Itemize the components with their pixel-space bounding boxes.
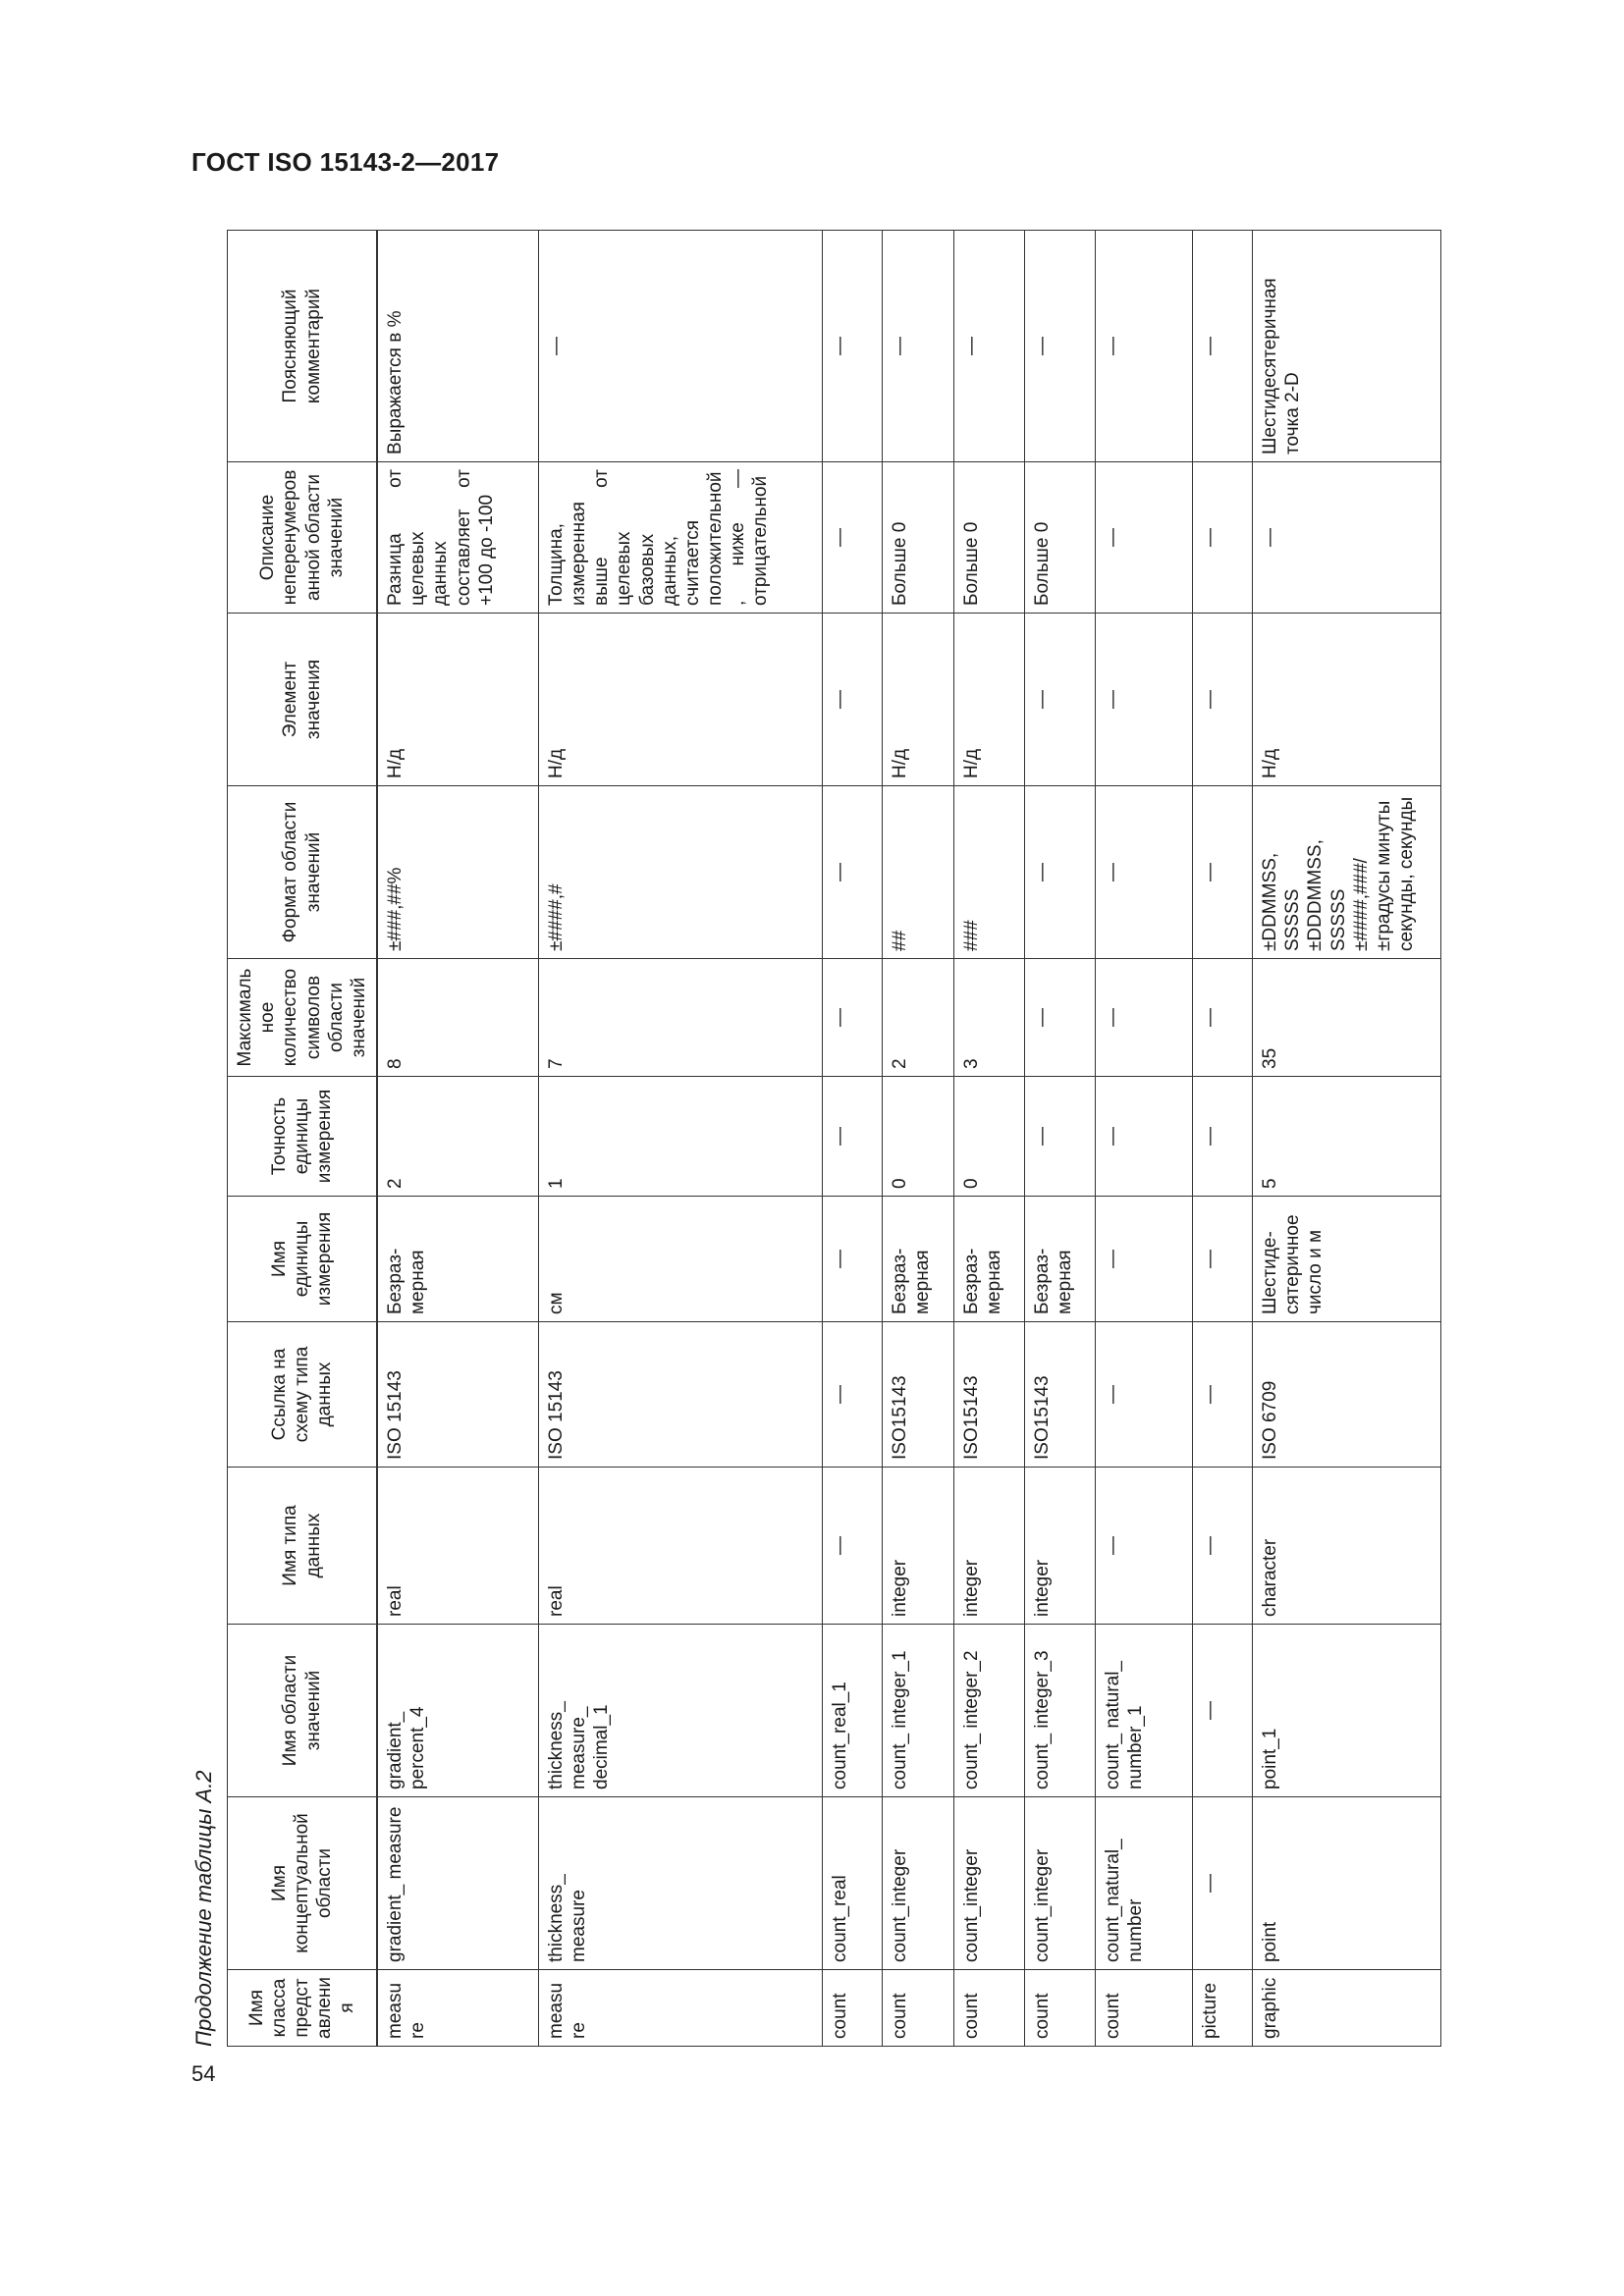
table-row bbox=[953, 231, 1024, 2047]
table-cell: 7 bbox=[538, 959, 822, 1077]
table-cell: count bbox=[1096, 1970, 1193, 2047]
table-cell: count_ natural_ number_1 bbox=[1096, 1625, 1193, 1797]
table-cell: Н/д bbox=[883, 614, 953, 786]
header-cell: Точность единицы измерения bbox=[228, 1077, 378, 1197]
table-cell: Разница от целевых данных составляет от +100 до -100 bbox=[377, 462, 538, 614]
table-cell: Выражается в % bbox=[377, 231, 538, 462]
table-cell: integer bbox=[953, 1468, 1024, 1625]
table-cell: Н/д bbox=[377, 614, 538, 786]
table-cell: — bbox=[1096, 786, 1193, 959]
table-cell: count_ integer_2 bbox=[953, 1625, 1024, 1797]
table-cell: integer bbox=[883, 1468, 953, 1625]
table-row bbox=[1192, 231, 1252, 2047]
table-cell: ±DDMMSS, SSSSS ±DDDMMSS, SSSSS ±####,###/ ±градусы минуты секунды, секунды bbox=[1253, 786, 1441, 959]
table-cell: Толщина, измеренная выше от целевых базовых данных, считается положительной, ниже — отрицательной bbox=[538, 462, 822, 614]
table-cell: count_ integer_1 bbox=[883, 1625, 953, 1797]
table-cell: count_integer bbox=[953, 1797, 1024, 1970]
table-cell: Безраз-мерная bbox=[953, 1197, 1024, 1322]
table-cell: — bbox=[883, 231, 953, 462]
table-cell: — bbox=[1024, 614, 1095, 786]
table-cell: — bbox=[1192, 1322, 1252, 1468]
table-cell: 8 bbox=[377, 959, 538, 1077]
table-cell: — bbox=[822, 786, 882, 959]
table-cell: — bbox=[1253, 462, 1441, 614]
table-cell: count_ integer_3 bbox=[1024, 1625, 1095, 1797]
table-cell: — bbox=[822, 1322, 882, 1468]
table-cell: — bbox=[822, 614, 882, 786]
table-cell: — bbox=[822, 1468, 882, 1625]
table-cell: ±####,# bbox=[538, 786, 822, 959]
table-cell: — bbox=[1096, 1322, 1193, 1468]
header-cell: Элемент значения bbox=[228, 614, 378, 786]
table-row bbox=[377, 231, 538, 2047]
table-cell: — bbox=[822, 959, 882, 1077]
table-cell: — bbox=[822, 1077, 882, 1197]
table-cell: count bbox=[953, 1970, 1024, 2047]
table-row bbox=[538, 231, 822, 2047]
table-cell: count bbox=[883, 1970, 953, 2047]
table-cell: Безраз-мерная bbox=[1024, 1197, 1095, 1322]
table-cell: Н/д bbox=[1253, 614, 1441, 786]
table-cell: — bbox=[538, 231, 822, 462]
table-cell: integer bbox=[1024, 1468, 1095, 1625]
table-cell: — bbox=[1096, 1197, 1193, 1322]
table-cell: — bbox=[1096, 1468, 1193, 1625]
table-cell: count_real_1 bbox=[822, 1625, 882, 1797]
table-cell: см bbox=[538, 1197, 822, 1322]
document-header: ГОСТ ISO 15143-2—2017 bbox=[191, 147, 500, 177]
data-table bbox=[227, 230, 1441, 2047]
table-cell: count bbox=[1024, 1970, 1095, 2047]
table-cell: — bbox=[1192, 1197, 1252, 1322]
table-cell: point bbox=[1253, 1797, 1441, 1970]
table-cell: 3 bbox=[953, 959, 1024, 1077]
header-cell: Имя области значений bbox=[228, 1625, 378, 1797]
header-cell: Максимальное количество символов области значений bbox=[228, 959, 378, 1077]
table-row bbox=[1096, 231, 1193, 2047]
table-cell: Безраз-мерная bbox=[883, 1197, 953, 1322]
table-body bbox=[377, 231, 1440, 2047]
header-cell: Имя типа данных bbox=[228, 1468, 378, 1625]
table-cell: gradient_ percent_4 bbox=[377, 1625, 538, 1797]
table-cell: Больше 0 bbox=[1024, 462, 1095, 614]
table-cell: 0 bbox=[883, 1077, 953, 1197]
table-cell: Шестидесятеричная точка 2-D bbox=[1253, 231, 1441, 462]
table-cell: measure bbox=[377, 1970, 538, 2047]
header-cell: Описание неперенумерованной области значений bbox=[228, 462, 378, 614]
table-cell: ### bbox=[953, 786, 1024, 959]
table-cell: — bbox=[1192, 462, 1252, 614]
table-row bbox=[1024, 231, 1095, 2047]
table-cell: — bbox=[1192, 1625, 1252, 1797]
table-cell: count_integer bbox=[1024, 1797, 1095, 1970]
table-cell: ISO 15143 bbox=[538, 1322, 822, 1468]
header-cell: Поясняющий комментарий bbox=[228, 231, 378, 462]
table-cell: measure bbox=[538, 1970, 822, 2047]
table-cell: — bbox=[1192, 614, 1252, 786]
table-cell: ISO 6709 bbox=[1253, 1322, 1441, 1468]
table-cell: graphic bbox=[1253, 1970, 1441, 2047]
table-cell: thickness_ measure bbox=[538, 1797, 822, 1970]
table-row bbox=[822, 231, 882, 2047]
table-cell: — bbox=[1096, 462, 1193, 614]
table-cell: character bbox=[1253, 1468, 1441, 1625]
table-cell: Больше 0 bbox=[883, 462, 953, 614]
table-cell: count_integer bbox=[883, 1797, 953, 1970]
table-cell: — bbox=[822, 231, 882, 462]
table-cell: — bbox=[953, 231, 1024, 462]
table-cell: real bbox=[377, 1468, 538, 1625]
header-cell: Имя концептуальной области bbox=[228, 1797, 378, 1970]
header-cell: Имя класса представления bbox=[228, 1970, 378, 2047]
header-cell: Формат области значений bbox=[228, 786, 378, 959]
table-caption: Продолжение таблицы А.2 bbox=[191, 1770, 216, 2047]
table-cell: picture bbox=[1192, 1970, 1252, 2047]
table-cell: count bbox=[822, 1970, 882, 2047]
table-cell: gradient_ measure bbox=[377, 1797, 538, 1970]
table-cell: ±###,##% bbox=[377, 786, 538, 959]
table-cell: 0 bbox=[953, 1077, 1024, 1197]
table-cell: — bbox=[1192, 1797, 1252, 1970]
header-cell: Имя единицы измерения bbox=[228, 1197, 378, 1322]
table-cell: 2 bbox=[377, 1077, 538, 1197]
table-cell: — bbox=[1024, 959, 1095, 1077]
table-cell: — bbox=[1024, 231, 1095, 462]
table-cell: ## bbox=[883, 786, 953, 959]
table-cell: ISO15143 bbox=[1024, 1322, 1095, 1468]
table-cell: 1 bbox=[538, 1077, 822, 1197]
table-cell: — bbox=[822, 462, 882, 614]
table-cell: — bbox=[1096, 231, 1193, 462]
table-row bbox=[883, 231, 953, 2047]
table-cell: — bbox=[1192, 786, 1252, 959]
table-cell: ISO 15143 bbox=[377, 1322, 538, 1468]
table-cell: Шестиде-сятеричное число и м bbox=[1253, 1197, 1441, 1322]
table-row bbox=[1253, 231, 1441, 2047]
table-cell: point_1 bbox=[1253, 1625, 1441, 1797]
table-cell: ISO15143 bbox=[953, 1322, 1024, 1468]
table-cell: thickness_ measure_ decimal_1 bbox=[538, 1625, 822, 1797]
table-cell: 2 bbox=[883, 959, 953, 1077]
table-cell: — bbox=[1096, 614, 1193, 786]
table-cell: Безраз-мерная bbox=[377, 1197, 538, 1322]
table-cell: — bbox=[1192, 1468, 1252, 1625]
table-cell: Больше 0 bbox=[953, 462, 1024, 614]
table-cell: 5 bbox=[1253, 1077, 1441, 1197]
table-cell: real bbox=[538, 1468, 822, 1625]
table-cell: count_real bbox=[822, 1797, 882, 1970]
table-header-row bbox=[228, 231, 378, 2047]
table-cell: — bbox=[1024, 786, 1095, 959]
table-cell: — bbox=[1096, 959, 1193, 1077]
table-cell: — bbox=[1192, 959, 1252, 1077]
table-cell: — bbox=[1024, 1077, 1095, 1197]
table-cell: — bbox=[1192, 1077, 1252, 1197]
table-cell: count_natural_ number bbox=[1096, 1797, 1193, 1970]
table-cell: — bbox=[822, 1197, 882, 1322]
page-number: 54 bbox=[191, 2061, 216, 2086]
table-cell: Н/д bbox=[538, 614, 822, 786]
table-cell: ISO15143 bbox=[883, 1322, 953, 1468]
header-cell: Ссылка на схему типа данных bbox=[228, 1322, 378, 1468]
table-cell: 35 bbox=[1253, 959, 1441, 1077]
table-cell: — bbox=[1192, 231, 1252, 462]
table-cell: — bbox=[1096, 1077, 1193, 1197]
table-cell: Н/д bbox=[953, 614, 1024, 786]
